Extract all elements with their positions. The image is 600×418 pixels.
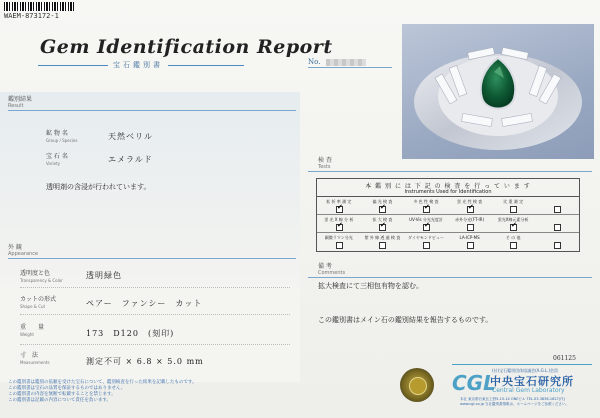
test-checkbox bbox=[379, 224, 386, 231]
test-name: 拡 折 率 測 定 bbox=[326, 199, 352, 204]
test-checkbox bbox=[423, 206, 430, 213]
report-number-rule bbox=[308, 67, 392, 68]
comments-section-label: 備 考 Comments bbox=[318, 263, 346, 276]
test-checkbox bbox=[336, 206, 343, 213]
test-name: 赤外分光(FT-IR) bbox=[455, 217, 485, 222]
test-checkbox bbox=[510, 206, 517, 213]
lab-membership: (社)宝石鑑別団体協議会(A.G.L.)会員 bbox=[492, 368, 559, 373]
divider bbox=[20, 287, 290, 288]
test-checkbox bbox=[467, 206, 474, 213]
test-name: 蛍 光 X 線 分 析 bbox=[324, 217, 354, 222]
test-name: 偏 光 検 査 bbox=[372, 199, 393, 204]
weight-value: 173 D120 (刻印) bbox=[86, 329, 175, 338]
footnotes: この鑑別書は鑑別の依頼を受けた宝石について、鑑別検査を行った結果を記載したものです。 この鑑別書は宝石の品質を保証するものではありません。 この鑑別書の内容を無断で転載することを禁じます。 この鑑別書は記載の内容について責任を負います。 bbox=[8, 380, 197, 403]
appearance-rule bbox=[8, 258, 296, 259]
variety-label: 宝 石 名 Variety bbox=[46, 153, 68, 166]
variety-value: エメラルド bbox=[108, 155, 153, 164]
comments-rule bbox=[308, 277, 592, 278]
test-checkbox bbox=[467, 242, 474, 249]
report-subtitle: 宝石鑑別書 bbox=[108, 60, 168, 70]
species-label: 鉱 物 名 Group / Species bbox=[46, 130, 78, 143]
test-name: 比 重 測 定 bbox=[503, 199, 524, 204]
measurements-label: 寸 法 Measurements bbox=[20, 352, 50, 365]
report-title: Gem Identification Report bbox=[40, 36, 333, 58]
divider bbox=[20, 314, 290, 315]
cut-label: カットの形式 Shape & Cut bbox=[20, 296, 56, 309]
lab-name-en: Central Gem Laboratory bbox=[492, 387, 565, 394]
result-section-label: 鑑別結果 Result bbox=[8, 96, 33, 109]
test-checkbox bbox=[423, 242, 430, 249]
main-stone-note: この鑑別書はメイン石の鑑別結果を報告するものです。 bbox=[318, 316, 493, 324]
barcode bbox=[4, 2, 74, 11]
test-checkbox bbox=[510, 242, 517, 249]
test-checkbox bbox=[510, 224, 517, 231]
test-name: 蛍 光 性 検 査 bbox=[457, 199, 483, 204]
test-name: LA-ICP-MS bbox=[459, 235, 480, 240]
report-number-redacted bbox=[326, 59, 366, 66]
test-name: 顕微ラマン分光 bbox=[324, 235, 353, 240]
test-checkbox bbox=[336, 242, 343, 249]
cgl-logo: CGL bbox=[452, 371, 496, 395]
tests-table bbox=[316, 178, 580, 252]
weight-label: 重 量 Weight bbox=[20, 324, 45, 337]
test-name: そ の 他 bbox=[505, 235, 521, 240]
report-number-label: No. bbox=[308, 58, 321, 66]
test-checkbox bbox=[554, 242, 561, 249]
test-checkbox bbox=[379, 206, 386, 213]
tests-rule bbox=[308, 171, 592, 172]
treatment-note: 透明剤の含浸が行われています。 bbox=[46, 183, 151, 191]
test-name: UV-Vis 分光光度計 bbox=[409, 217, 443, 222]
species-value: 天然ベリル bbox=[108, 132, 153, 141]
serial-number: WAEM-873172-1 bbox=[4, 12, 59, 20]
color-label: 透明度と色 Transparency & Color bbox=[20, 270, 63, 283]
test-checkbox bbox=[423, 224, 430, 231]
tests-section-label: 検 査 Tests bbox=[318, 157, 332, 170]
color-value: 透明緑色 bbox=[86, 271, 122, 280]
lab-address: 本社 東京都台東区上野5-15-14 ONEビル TEL.03-3836-1627(代) www.cgl.co.jp 当社鑑別書情報は、ホームページをご参照ください。 bbox=[460, 397, 569, 406]
test-name: 拡 大 検 査 bbox=[372, 217, 393, 222]
test-checkbox bbox=[467, 224, 474, 231]
ring-photo bbox=[402, 24, 594, 159]
appearance-section-label: 外 観 Appearance bbox=[8, 244, 39, 257]
tests-table-heading-en: Instruments Used for Identification bbox=[404, 189, 492, 195]
lab-name-jp: 中央宝石研究所 bbox=[490, 375, 574, 388]
test-name: ダイヤモンドビュー bbox=[408, 235, 444, 240]
test-name: 蛍光X線元素分析 bbox=[497, 217, 529, 222]
test-checkbox bbox=[554, 206, 561, 213]
lab-rule bbox=[452, 364, 592, 365]
test-name: 多 色 性 検 査 bbox=[413, 199, 439, 204]
measurements-value: 測定不可 × 6.8 × 5.0 mm bbox=[86, 357, 204, 366]
test-checkbox bbox=[379, 242, 386, 249]
tests-table-heading: 本 鑑 別 に は 下 記 の 検 査 を 行 っ て い ま す bbox=[365, 183, 531, 190]
result-rule bbox=[8, 110, 296, 111]
hologram-seal-icon bbox=[400, 368, 434, 402]
comment-text: 拡大検査にて三相包有物を認む。 bbox=[318, 282, 423, 290]
ring-illustration bbox=[402, 24, 594, 159]
test-name: 紫 外 線 透 過 検 査 bbox=[364, 235, 401, 240]
divider bbox=[20, 344, 290, 345]
test-checkbox bbox=[336, 224, 343, 231]
test-checkbox bbox=[554, 224, 561, 231]
cut-value: ペアー ファンシー カット bbox=[86, 299, 203, 308]
report-id: 061125 bbox=[553, 355, 576, 362]
